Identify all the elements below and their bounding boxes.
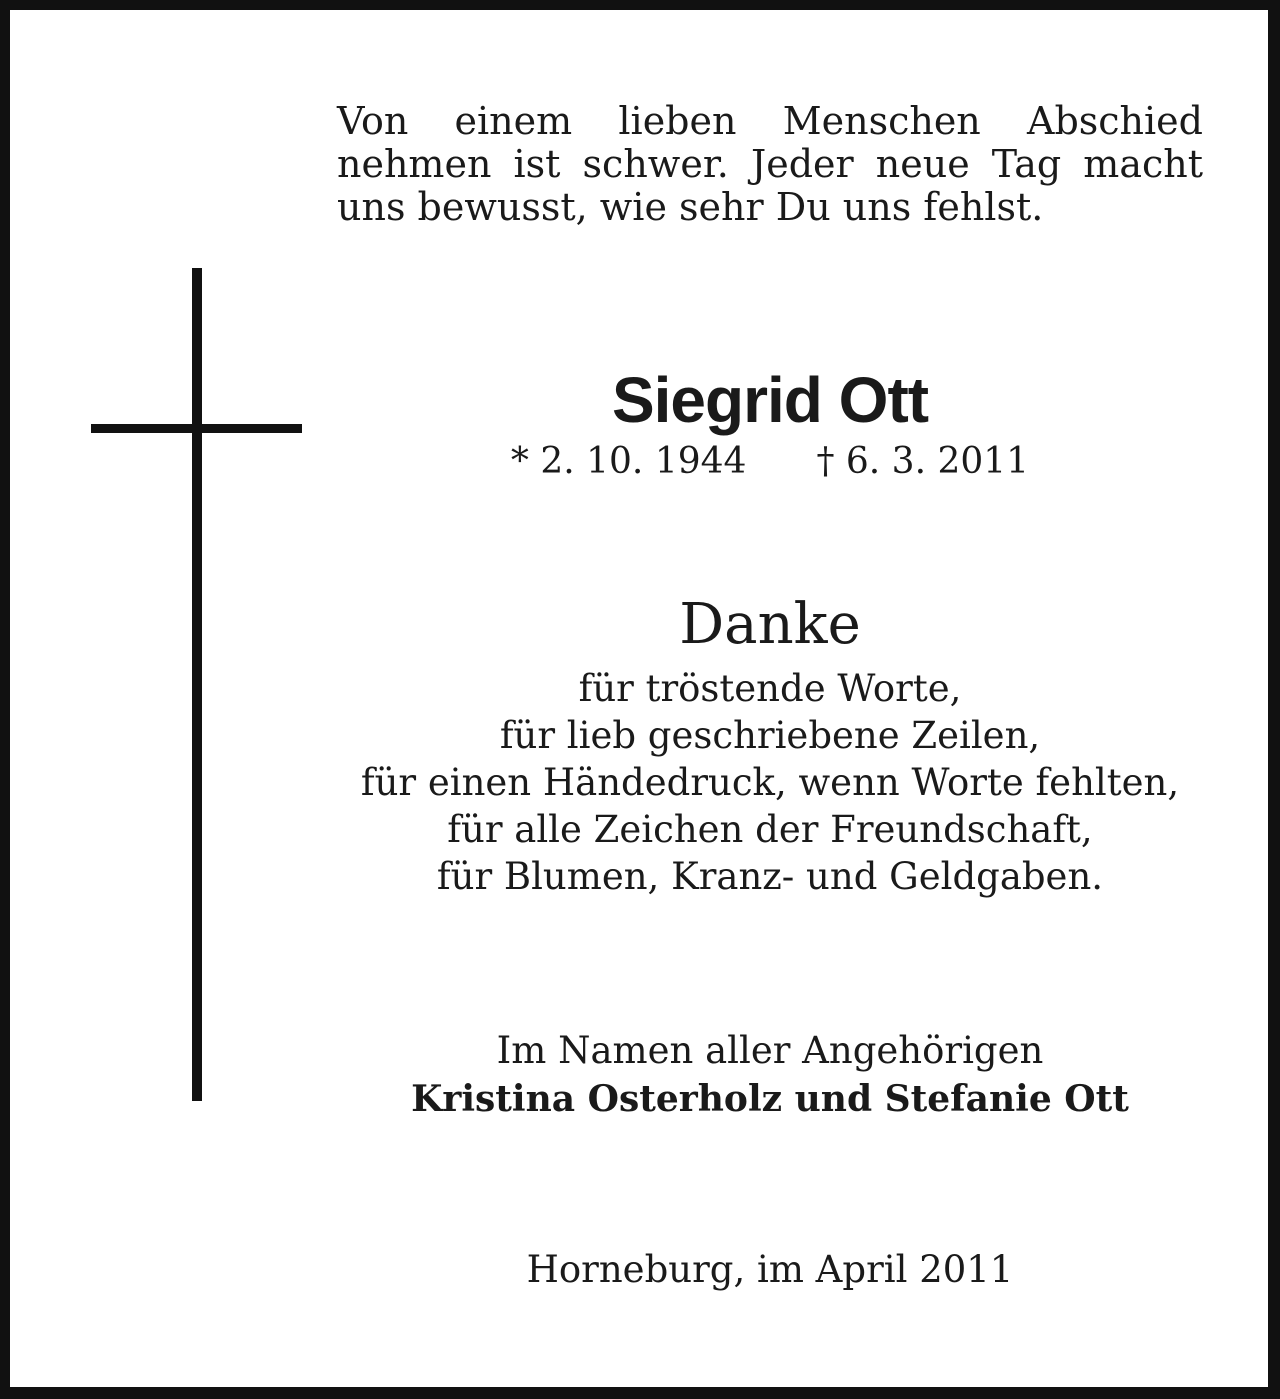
place-and-date: Horneburg, im April 2011: [526, 1248, 1014, 1291]
signer-names: Kristina Osterholz und Stefanie Ott: [411, 1078, 1129, 1120]
on-behalf-line: Im Namen aller Angehörigen: [496, 1029, 1044, 1072]
thanks-line: für einen Händedruck, wenn Worte fehlten,: [360, 761, 1180, 804]
cross-horizontal-bar: [91, 424, 302, 433]
thanks-line: für Blumen, Kranz- und Geldgaben.: [436, 855, 1104, 898]
birth-date: * 2. 10. 1944: [510, 441, 747, 482]
quote-line: nehmen ist schwer. Jeder neue Tag macht: [337, 142, 1203, 186]
thanks-line: für tröstende Worte,: [578, 667, 962, 710]
cross-vertical-bar: [192, 268, 202, 1101]
farewell-quote: [337, 100, 1203, 229]
thanks-line: für alle Zeichen der Freundschaft,: [447, 808, 1093, 851]
thanks-line: für lieb geschriebene Zeilen,: [499, 714, 1041, 757]
life-dates: [337, 440, 1203, 484]
thanks-heading: Danke: [679, 592, 861, 657]
death-date: † 6. 3. 2011: [816, 441, 1030, 482]
deceased-name: Siegrid Ott: [611, 364, 929, 436]
thanks-list: [337, 665, 1203, 900]
quote-line: uns bewusst, wie sehr Du uns fehlst.: [337, 185, 1044, 229]
quote-line: Von einem lieben Menschen Abschied: [337, 99, 1203, 143]
